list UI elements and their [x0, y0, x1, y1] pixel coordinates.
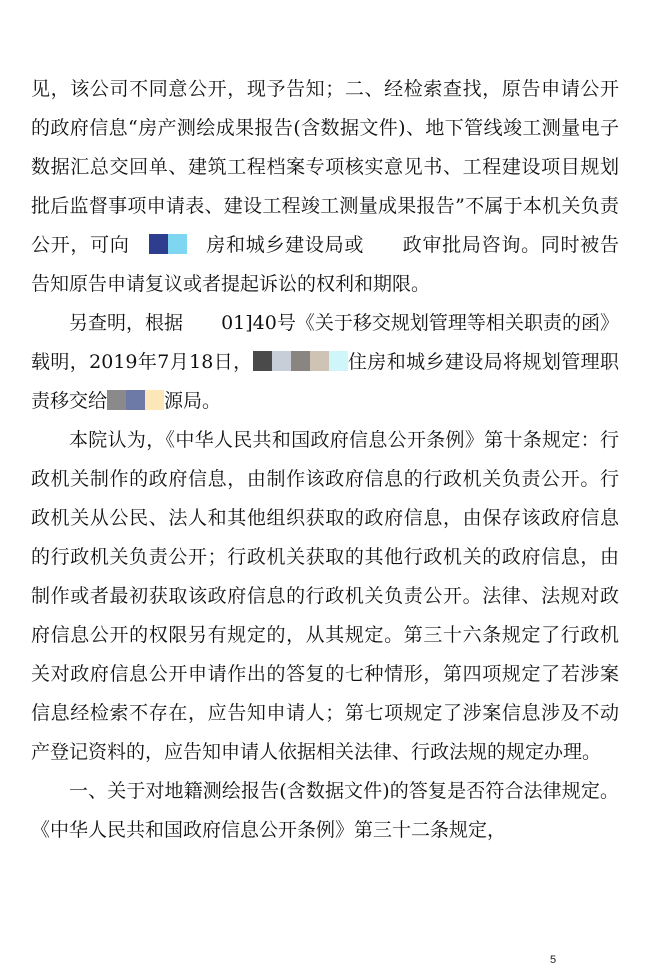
paragraph: [31, 421, 619, 772]
redaction-block: [272, 351, 291, 371]
paragraph: [31, 772, 619, 850]
paragraph-text: 见，该公司不同意公开，现予告知；二、经检索查找，原告申请公开的政府信息“房产测绘成果报告(含数据文件)、地下管线竣工测量电子数据汇总交回单、建筑工程档案专项核实意见书、工程建设项目规划批后监督事项申请表、建设工程竣工测量成果报告”不属于本机关负责公开，可向: [31, 78, 619, 256]
redaction-block: [291, 351, 310, 371]
redaction-block: [107, 390, 126, 410]
redaction-mosaic: [364, 234, 402, 256]
paragraph-text: 另查明，根据: [69, 312, 184, 334]
paragraph: [31, 70, 619, 304]
redaction-block: [253, 351, 272, 371]
paragraph-text: 一、关于对地籍测绘报告(含数据文件)的答复是否符合法律规定。《中华人民共和国政府信息公开条例》第三十二条规定，: [31, 780, 619, 841]
paragraph-text: 政审批局咨询。同时被告告知原告申请复议或者提起诉讼的权利和期限。: [31, 234, 619, 295]
redaction-block: [168, 234, 187, 254]
redaction-block: [130, 234, 149, 254]
redaction-block: [183, 312, 202, 332]
redaction-block: [145, 390, 164, 410]
redaction-mosaic: [183, 312, 221, 334]
redaction-block: [126, 390, 145, 410]
paragraph-text: 房和城乡建设局或: [205, 234, 365, 256]
redaction-mosaic: [107, 390, 164, 412]
redaction-block: [383, 234, 402, 254]
redaction-block: [202, 312, 221, 332]
redaction-block: [310, 351, 329, 371]
redaction-mosaic: [253, 351, 348, 373]
paragraph-text: 源局。: [164, 390, 222, 412]
redaction-block: [187, 234, 206, 254]
paragraph-text: 本院认为，《中华人民共和国政府信息公开条例》第十条规定：行政机关制作的政府信息，由制作该政府信息的行政机关负责公开。行政机关从公民、法人和其他组织获取的政府信息，由保存该政府信息的行政机关负责公开；行政机关获取的其他行政机关的政府信息，由制作或者最初获取该政府信息的行政机关负责公开。法律、法规对政府信息公开的权限另有规定的，从其规定。第三十六条规定了行政机关对政府信息公开申请作出的答复的七种情形，第四项规定了若涉案信息经检索不存在，应告知申请人；第七项规定了涉案信息涉及不动产登记资料的，应告知申请人依据相关法律、行政法规的规定办理。: [31, 429, 619, 763]
paragraph: [31, 304, 619, 421]
page-number: 5: [550, 954, 557, 966]
redaction-mosaic: [130, 234, 206, 256]
paragraph-text: 住房和城乡建设局将规划管理职责移交给: [31, 351, 619, 412]
redaction-block: [149, 234, 168, 254]
redaction-block: [364, 234, 383, 254]
redaction-block: [329, 351, 348, 371]
paragraph-text: 01]40号《关于移交规划管理等相关职责的函》载明，2019年7月18日，: [31, 312, 619, 373]
document-body: [31, 70, 619, 850]
